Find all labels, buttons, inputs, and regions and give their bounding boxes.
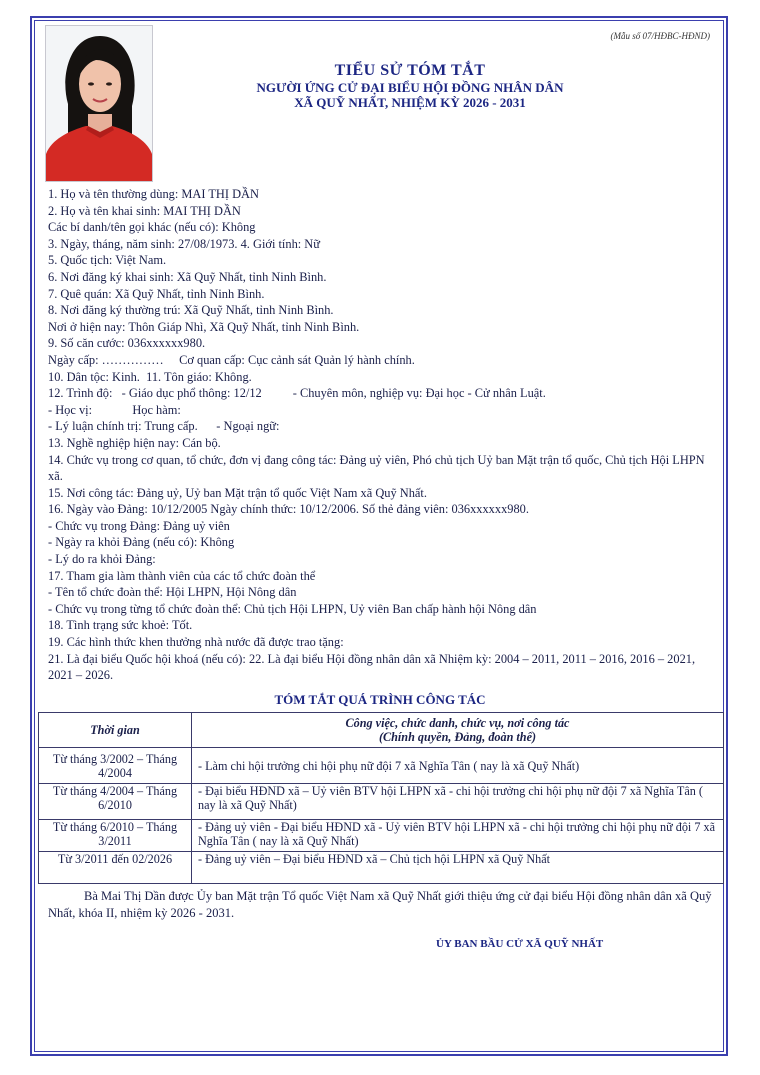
table-row [39, 784, 724, 820]
bio-line: 5. Quốc tịch: Việt Nam. [48, 253, 167, 268]
signature-committee: ỦY BAN BẦU CỬ XÃ QUỸ NHẤT [436, 938, 604, 950]
column-header-work [192, 713, 724, 748]
table-row [39, 820, 724, 852]
bio-line: - Chức vụ trong Đảng: Đảng uỷ viên [48, 518, 230, 533]
bio-line: 8. Nơi đăng ký thường trú: Xã Quỹ Nhất, tỉnh Ninh Bình. [48, 303, 334, 318]
bio-line: - Lý do ra khỏi Đảng: [48, 552, 156, 567]
bio-line: 14. Chức vụ trong cơ quan, tổ chức, đơn vị đang công tác: Đảng uỷ viên, Phó chủ tịch Uỷ ban Mặt trận tổ quốc, Chủ tịch Hội LHPN xã. [48, 452, 705, 484]
bio-line: - Chức vụ trong từng tổ chức đoàn thể: Chủ tịch Hội LHPN, Uỷ viên Ban chấp hành hội Nông dân [48, 601, 537, 616]
bio-line: Ngày cấp: …………… Cơ quan cấp: Cục cảnh sát Quản lý hành chính. [48, 352, 415, 367]
work-history-title: TÓM TẮT QUÁ TRÌNH CÔNG TÁC [274, 692, 486, 707]
column-header-time-label: Thời gian [90, 723, 140, 737]
row-work: - Làm chi hội trưởng chi hội phụ nữ đội 7 xã Nghĩa Tân ( nay là xã Quỹ Nhất) [192, 748, 724, 784]
row-time: Từ tháng 6/2010 – Tháng 3/2011 [39, 820, 192, 852]
bio-line: - Tên tổ chức đoàn thể: Hội LHPN, Hội Nông dân [48, 585, 297, 600]
work-history-table [38, 712, 724, 884]
row-work: - Đại biểu HĐND xã – Uỷ viên BTV hội LHPN xã - chi hội trưởng chi hội phụ nữ đội 7 xã Nghĩa Tân ( nay là xã Quỹ Nhất) [192, 784, 724, 820]
bio-line: 10. Dân tộc: Kinh. 11. Tôn giáo: Không. [48, 369, 252, 384]
column-header-time [39, 713, 192, 748]
table-row [39, 748, 724, 784]
row-time: Từ tháng 3/2002 – Tháng 4/2004 [39, 748, 192, 784]
bio-line: - Ngày ra khỏi Đảng (nếu có): Không [48, 535, 235, 550]
portrait-illustration [46, 26, 152, 181]
row-time: Từ 3/2011 đến 02/2026 [39, 852, 192, 884]
column-header-work-line-2: (Chính quyền, Đảng, đoàn thể) [378, 730, 537, 744]
portrait-photo [45, 25, 153, 182]
bio-line: 12. Trình độ: - Giáo dục phổ thông: 12/12 - Chuyên môn, nghiệp vụ: Đại học - Cử nhân Luật. [48, 386, 546, 401]
document-title: TIỂU SỬ TÓM TẮT [334, 62, 486, 79]
bio-line: 16. Ngày vào Đảng: 10/12/2005 Ngày chính thức: 10/12/2006. Số thẻ đảng viên: 036xxxxxx980. [48, 502, 529, 517]
bio-line: 13. Nghề nghiệp hiện nay: Cán bộ. [48, 435, 221, 450]
bio-line: 19. Các hình thức khen thưởng nhà nước đã được trao tặng: [48, 635, 344, 650]
bio-line: Các bí danh/tên gọi khác (nếu có): Không [48, 220, 256, 235]
document-subtitle-1: NGƯỜI ỨNG CỬ ĐẠI BIỂU HỘI ĐỒNG NHÂN DÂN [256, 80, 564, 95]
bio-line: - Học vị: Học hàm: [48, 402, 181, 417]
bio-line: - Lý luận chính trị: Trung cấp. - Ngoại ngữ: [48, 419, 280, 434]
bio-line: 21. Là đại biểu Quốc hội khoá (nếu có): 22. Là đại biểu Hội đồng nhân dân xã Nhiệm kỳ: 2004 – 2011, 2011 – 2016, 2016 – 2021, 2021 – 2026. [48, 651, 696, 683]
document-subtitle-2: XÃ QUỸ NHẤT, NHIỆM KỲ 2026 - 2031 [294, 95, 526, 110]
bio-line: 9. Số căn cước: 036xxxxxx980. [48, 336, 206, 351]
bio-line: 17. Tham gia làm thành viên của các tổ chức đoàn thể [48, 568, 316, 583]
bio-line: 7. Quê quán: Xã Quỹ Nhất, tỉnh Ninh Bình. [48, 286, 265, 301]
biography-content [48, 186, 713, 684]
bio-line: 6. Nơi đăng ký khai sinh: Xã Quỹ Nhất, tỉnh Ninh Bình. [48, 269, 327, 284]
row-work: - Đảng uỷ viên – Đại biểu HĐND xã – Chủ tịch hội LHPN xã Quỹ Nhất [192, 852, 724, 884]
bio-line: 1. Họ và tên thường dùng: MAI THỊ DẦN [48, 187, 259, 201]
table-header-row [39, 713, 724, 748]
form-code: (Mẫu số 07/HĐBC-HĐND) [610, 31, 710, 41]
column-header-work-line-1: Công việc, chức danh, chức vụ, nơi công tác [345, 716, 570, 730]
table-row [39, 852, 724, 884]
bio-line: 18. Tình trạng sức khoẻ: Tốt. [48, 618, 193, 633]
row-time: Từ tháng 4/2004 – Tháng 6/2010 [39, 784, 192, 820]
bio-line: 3. Ngày, tháng, năm sinh: 27/08/1973. 4. Giới tính: Nữ [48, 236, 320, 251]
bio-line: 2. Họ và tên khai sinh: MAI THỊ DẦN [48, 203, 241, 218]
closing-paragraph: Bà Mai Thị Dần được Ủy ban Mặt trận Tổ quốc Việt Nam xã Quỹ Nhất giới thiệu ứng cử đại biểu Hội đồng nhân dân xã Quỹ Nhất, khóa II, nhiệm kỳ 2026 - 2031. [48, 889, 712, 920]
bio-line: Nơi ở hiện nay: Thôn Giáp Nhì, Xã Quỹ Nhất, tỉnh Ninh Bình. [48, 319, 360, 334]
row-work: - Đảng uỷ viên - Đại biểu HĐND xã - Uỷ viên BTV hội LHPN xã - chi hội trưởng chi hội phụ nữ đội 7 xã Nghĩa Tân ( nay là xã Quỹ Nhất) [192, 820, 724, 852]
bio-line: 15. Nơi công tác: Đảng uỷ, Uỷ ban Mặt trận tổ quốc Việt Nam xã Quỹ Nhất. [48, 485, 427, 500]
